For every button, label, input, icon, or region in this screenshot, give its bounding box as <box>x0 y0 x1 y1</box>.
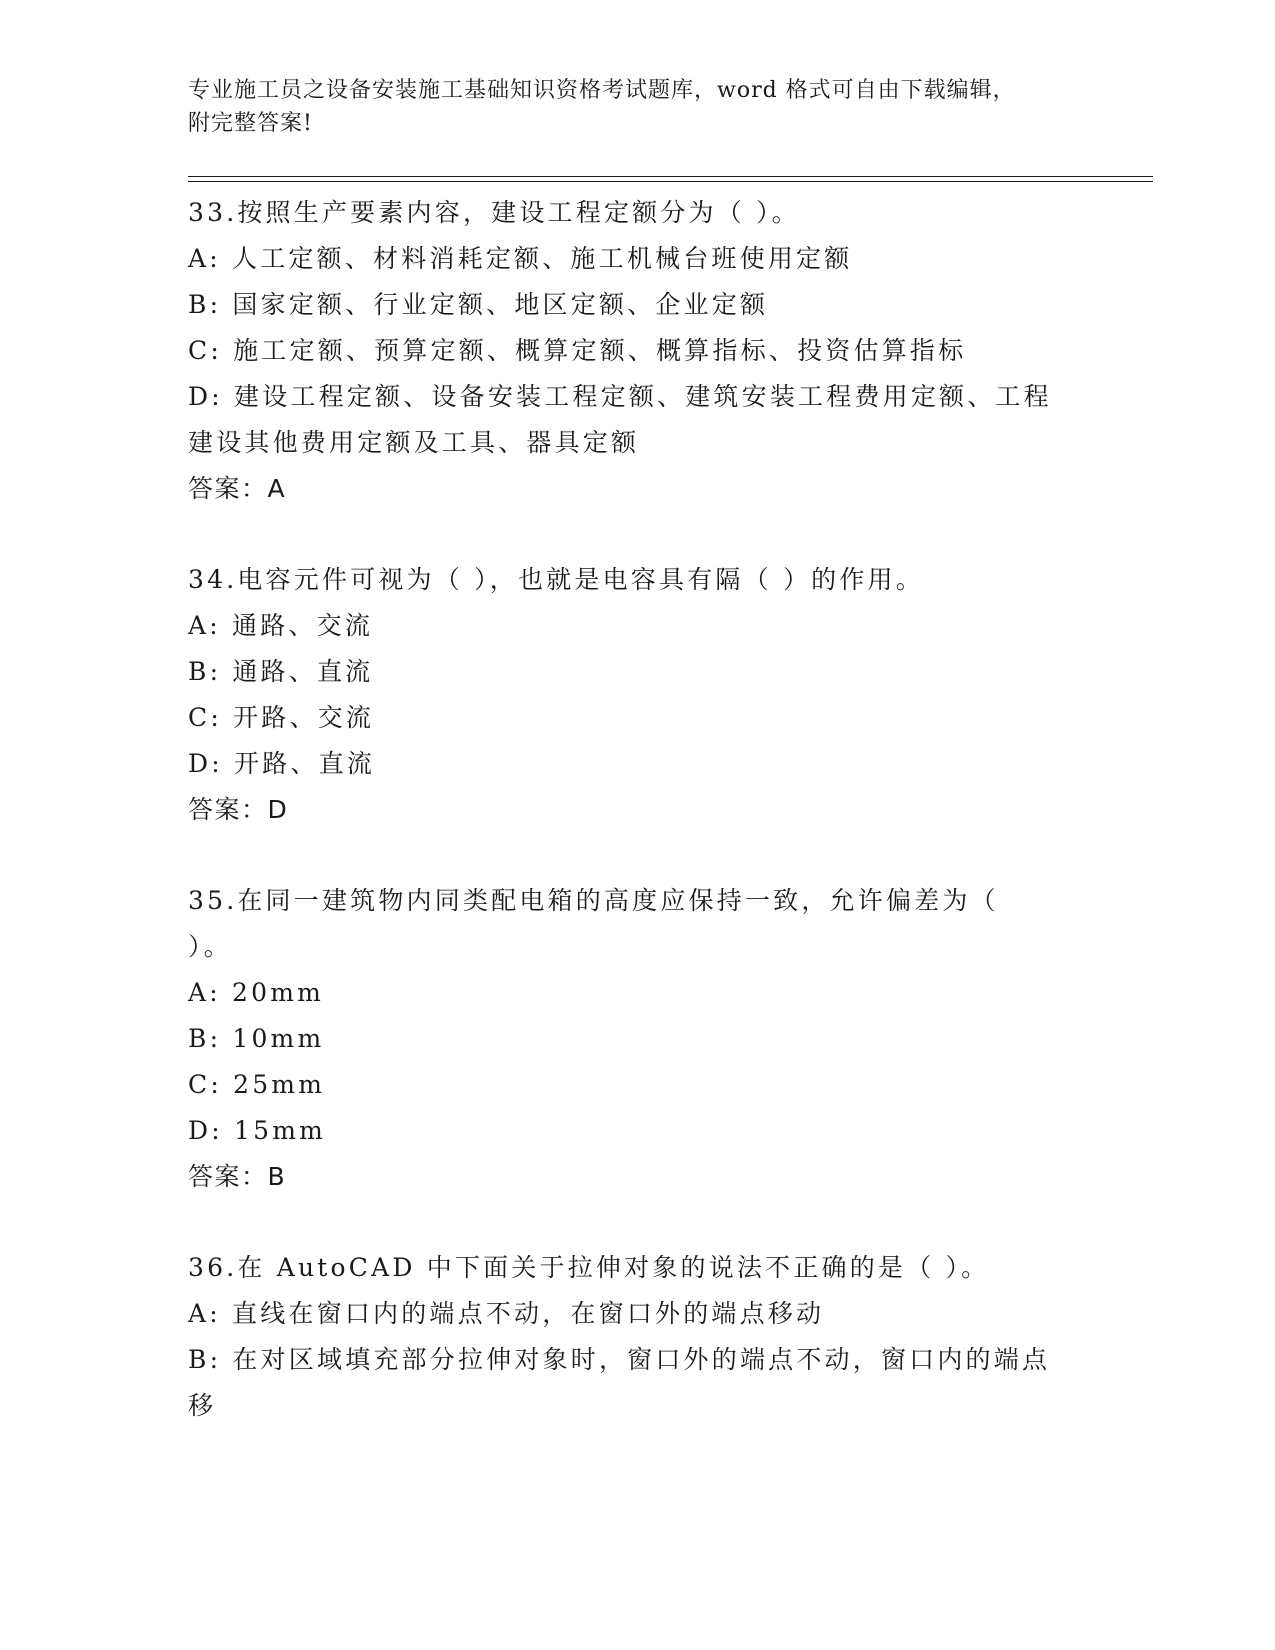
option-a: A: 20mm <box>188 978 325 1007</box>
question-36 <box>188 1245 1078 1429</box>
answer-label: 答案：A <box>188 474 287 503</box>
header-line-1: 专业施工员之设备安装施工基础知识资格考试题库，word 格式可自由下载编辑， <box>188 78 1016 103</box>
option-b: B: 通路、直流 <box>188 657 374 686</box>
option-a: A: 人工定额、材料消耗定额、施工机械台班使用定额 <box>188 244 853 273</box>
option-b: B: 国家定额、行业定额、地区定额、企业定额 <box>188 290 769 319</box>
option-c: C: 开路、交流 <box>188 703 375 732</box>
question-stem: 36.在 AutoCAD 中下面关于拉伸对象的说法不正确的是（ ）。 <box>188 1253 990 1282</box>
question-stem: 34.电容元件可视为（ ），也就是电容具有隔（ ）的作用。 <box>188 565 924 594</box>
question-35 <box>188 878 1078 1200</box>
option-c: C: 施工定额、预算定额、概算定额、概算指标、投资估算指标 <box>188 336 967 365</box>
question-34 <box>188 557 1078 833</box>
option-d: D: 开路、直流 <box>188 749 376 778</box>
header-line-2: 附完整答案! <box>188 111 313 136</box>
option-b: B: 10mm <box>188 1024 325 1053</box>
question-stem: 35.在同一建筑物内同类配电箱的高度应保持一致，允许偏差为（ ）。 <box>188 886 999 961</box>
question-list <box>188 190 1078 1474</box>
option-d: D: 15mm <box>188 1116 327 1145</box>
option-a: A: 直线在窗口内的端点不动，在窗口外的端点移动 <box>188 1299 825 1328</box>
option-a: A: 通路、交流 <box>188 611 374 640</box>
answer-label: 答案：B <box>188 1162 287 1191</box>
answer-label: 答案：D <box>188 795 289 824</box>
document-header <box>188 74 1088 140</box>
option-b: B: 在对区域填充部分拉伸对象时，窗口外的端点不动，窗口内的端点移 <box>188 1345 1051 1420</box>
header-divider-bottom <box>188 181 1153 182</box>
question-stem: 33.按照生产要素内容，建设工程定额分为（ ）。 <box>188 198 801 227</box>
question-33 <box>188 190 1078 512</box>
option-c: C: 25mm <box>188 1070 326 1099</box>
header-divider-top <box>188 176 1153 177</box>
option-d: D: 建设工程定额、设备安装工程定额、建筑安装工程费用定额、工程建设其他费用定额及工具、器具定额 <box>188 382 1052 457</box>
